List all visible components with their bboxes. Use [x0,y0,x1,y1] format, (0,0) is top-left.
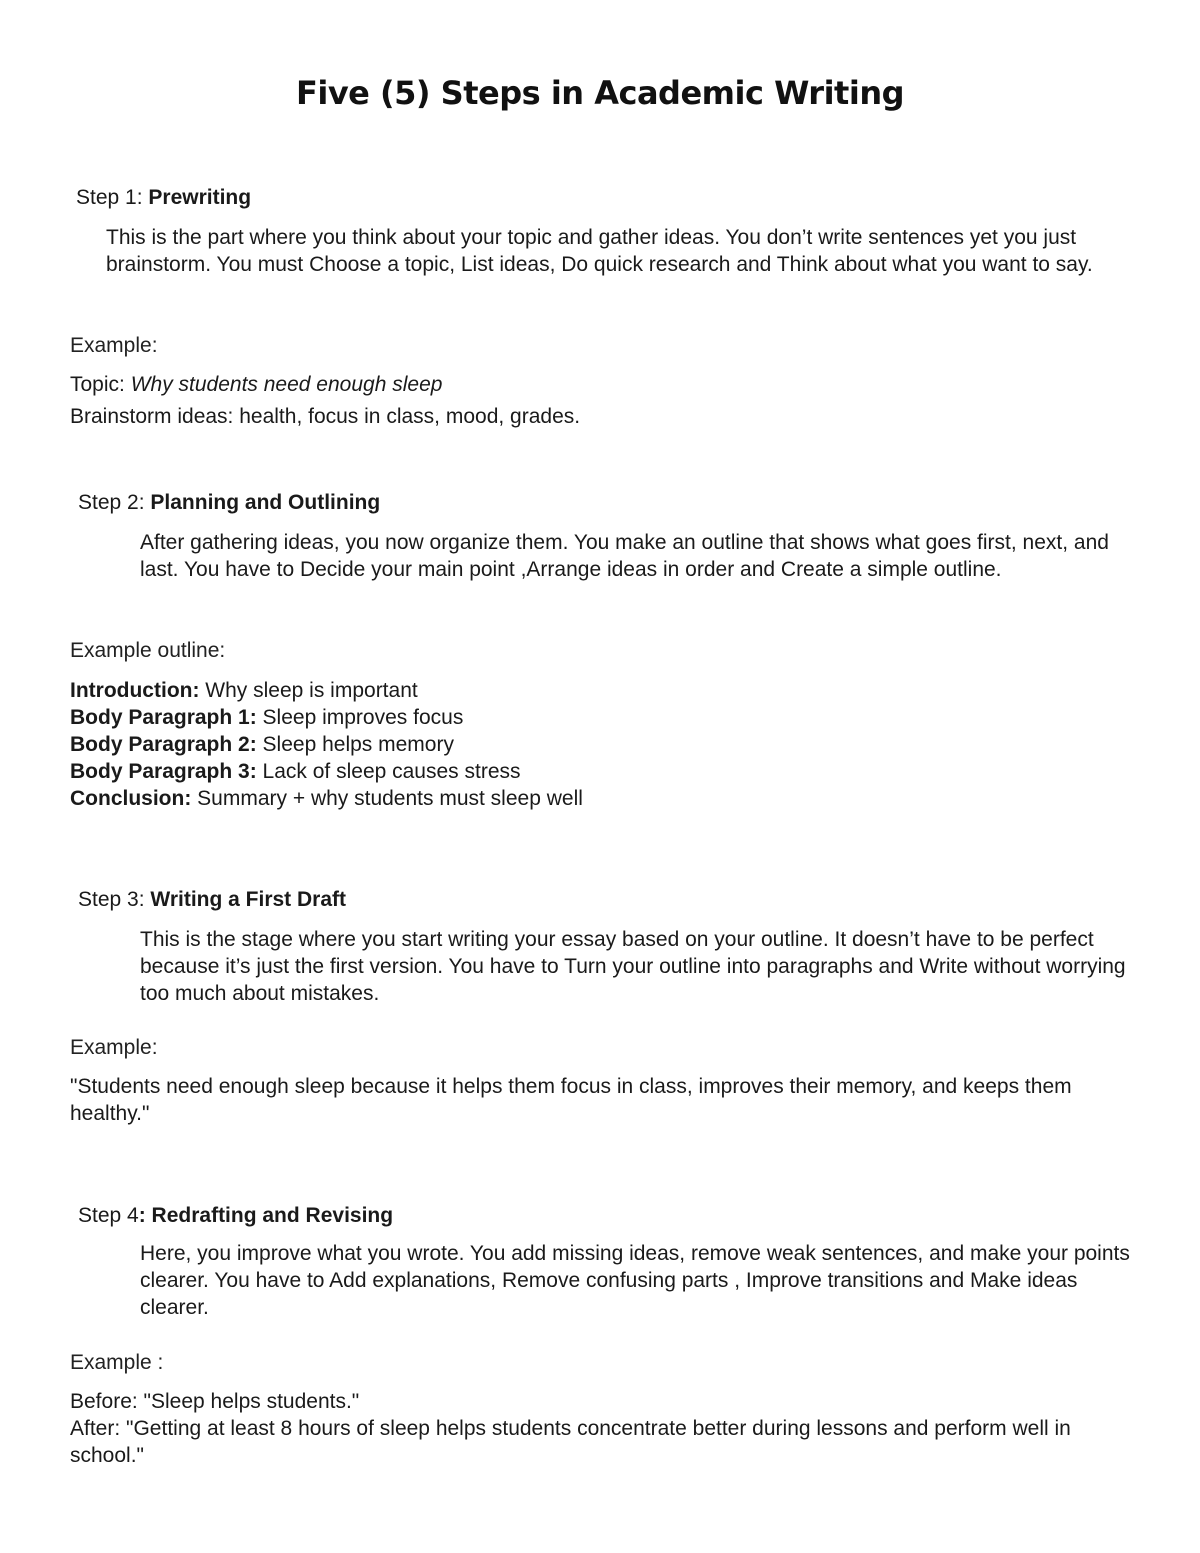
step-3-body: This is the stage where you start writing your essay based on your outline. It doesn’t have to be perfect because it’s just the first version. You have to Turn your outline into paragraphs and Write without worrying too much about mistakes. [140,928,1126,1005]
outline-key: Conclusion: [70,787,192,810]
step-2-heading [78,489,380,516]
step-2-example-label: Example outline: [70,639,226,662]
step-4-name: : Redrafting and Revising [138,1204,394,1227]
outline-key: Body Paragraph 2: [70,733,257,756]
step-1-heading [76,184,251,211]
outline-item [70,704,463,731]
step-1-name: Prewriting [148,186,252,209]
outline-key: Body Paragraph 3: [70,760,257,783]
step-4-before: Before: "Sleep helps students." [70,1390,360,1413]
step-4-heading [78,1202,393,1229]
step-3-example-label: Example: [70,1036,158,1059]
outline-item [70,677,418,704]
step-3-example-text: "Students need enough sleep because it helps them focus in class, improves their memory, and keeps them healthy." [70,1075,1072,1125]
step-2-prefix: Step 2: [78,491,151,514]
step-3-prefix: Step 3: [78,888,151,911]
step-4-after: After: "Getting at least 8 hours of sleep helps students concentrate better during lessons and perform well in school." [70,1417,1071,1467]
step-3-heading [78,886,346,913]
outline-item [70,731,454,758]
step-1-prefix: Step 1: [76,186,149,209]
step-1-body: This is the part where you think about your topic and gather ideas. You don’t write sentences yet you just brainstorm. You must Choose a topic, List ideas, Do quick research and Think about what you want to say. [106,226,1093,276]
step-4-example-label: Example : [70,1351,164,1374]
step-2-name: Planning and Outlining [150,491,381,514]
step-4-body: Here, you improve what you wrote. You add missing ideas, remove weak sentences, and make your points clearer. You have to Add explanations, Remove confusing parts , Improve transitions and Make ideas clearer. [140,1242,1130,1319]
outline-key: Introduction: [70,679,200,702]
step-1-brainstorm: Brainstorm ideas: health, focus in class, mood, grades. [70,405,581,428]
step-1-topic [70,371,442,398]
document-title: Five (5) Steps in Academic Writing [295,74,904,112]
topic-value: Why students need enough sleep [130,373,443,396]
outline-item [70,785,583,812]
step-4-prefix: Step 4 [78,1204,139,1227]
outline-value: Why sleep is important [199,679,418,702]
step-2-body: After gathering ideas, you now organize them. You make an outline that shows what goes first, next, and last. You have to Decide your main point ,Arrange ideas in order and Create a simple outline. [140,531,1109,581]
outline-key: Body Paragraph 1: [70,706,257,729]
step-1-example-label: Example: [70,334,158,357]
outline-value: Summary + why students must sleep well [191,787,583,810]
outline-value: Sleep helps memory [256,733,454,756]
outline-value: Sleep improves focus [256,706,464,729]
topic-label: Topic: [70,373,131,396]
outline-item [70,758,521,785]
step-3-name: Writing a First Draft [150,888,347,911]
outline-value: Lack of sleep causes stress [256,760,521,783]
